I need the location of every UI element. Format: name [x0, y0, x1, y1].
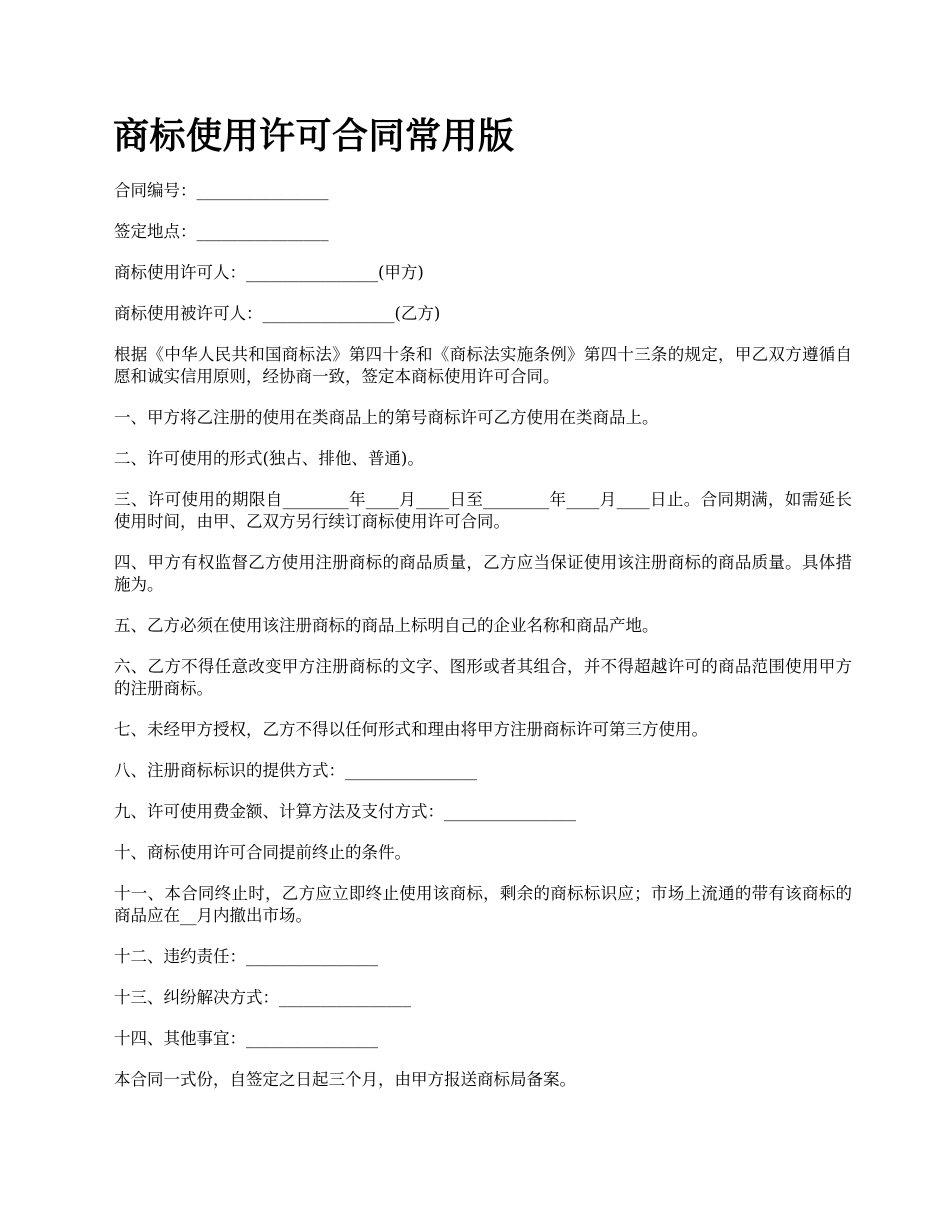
preamble-paragraph: 根据《中华人民共和国商标法》第四十条和《商标法实施条例》第四十三条的规定，甲乙双方遵循自愿和诚实信用原则，经协商一致，签定本商标使用许可合同。 [114, 345, 852, 386]
signing-place-line: 签定地点：________________ [114, 222, 329, 241]
clause-4: 四、甲方有权监督乙方使用注册商标的商品质量，乙方应当保证使用该注册商标的商品质量。具体措施为。 [114, 553, 852, 594]
clause-9: 九、许可使用费金额、计算方法及支付方式：________________ [114, 802, 576, 821]
licensor-line: 商标使用许可人：________________(甲方) [114, 263, 424, 282]
clause-7: 七、未经甲方授权，乙方不得以任何形式和理由将甲方注册商标许可第三方使用。 [114, 720, 708, 739]
clause-3: 三、许可使用的期限自________年____月____日至________年____月____日止。合同期满，如需延长使用时间，由甲、乙双方另行续订商标使用许可合同。 [114, 490, 852, 531]
document-title: 商标使用许可合同常用版 [113, 116, 515, 157]
clause-10: 十、商标使用许可合同提前终止的条件。 [114, 843, 411, 862]
clause-6: 六、乙方不得任意改变甲方注册商标的文字、图形或者其组合，并不得超越许可的商品范围使用甲方的注册商标。 [114, 657, 852, 698]
clause-11: 十一、本合同终止时，乙方应立即终止使用该商标，剩余的商标标识应；市场上流通的带有该商标的商品应在__月内撤出市场。 [114, 884, 852, 925]
document-body [114, 180, 852, 1110]
clause-1: 一、甲方将乙注册的使用在类商品上的第号商标许可乙方使用在类商品上。 [114, 408, 659, 427]
clause-2: 二、许可使用的形式(独占、排他、普通)。 [114, 449, 424, 468]
clause-13: 十三、纠纷解决方式：________________ [114, 988, 411, 1007]
clause-14: 十四、其他事宜：________________ [114, 1029, 378, 1048]
licensee-line: 商标使用被许可人：________________(乙方) [114, 304, 441, 323]
clause-8: 八、注册商标标识的提供方式：________________ [114, 761, 477, 780]
closing-paragraph: 本合同一式份，自签定之日起三个月，由甲方报送商标局备案。 [114, 1070, 576, 1089]
clause-12: 十二、违约责任：________________ [114, 947, 378, 966]
clause-5: 五、乙方必须在使用该注册商标的商品上标明自己的企业名称和商品产地。 [114, 616, 659, 635]
contract-number-line: 合同编号：________________ [114, 181, 329, 200]
